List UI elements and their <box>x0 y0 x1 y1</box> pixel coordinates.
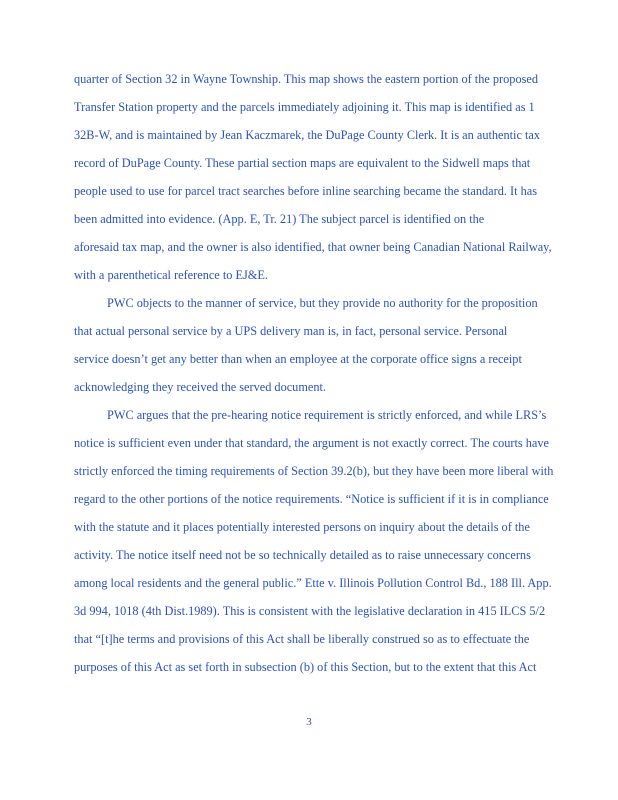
body-line: that actual personal service by a UPS delivery man is, in fact, personal service. Personal <box>74 324 508 338</box>
body-line: record of DuPage County. These partial section maps are equivalent to the Sidwell maps that <box>74 156 531 170</box>
body-line: regard to the other portions of the notice requirements. “Notice is sufficient if it is in compliance <box>74 492 549 506</box>
body-line: activity. The notice itself need not be so technically detailed as to raise unnecessary concerns <box>74 548 531 562</box>
body-line: purposes of this Act as set forth in subsection (b) of this Section, but to the extent that this Act <box>74 660 537 674</box>
body-line: acknowledging they received the served document. <box>74 380 326 394</box>
body-line: people used to use for parcel tract searches before inline searching became the standard. It has <box>74 184 537 198</box>
body-line: 3d 994, 1018 (4th Dist.1989). This is consistent with the legislative declaration in 415 ILCS 5/2 <box>74 604 546 618</box>
page-number: 3 <box>306 716 312 728</box>
body-line: that “[t]he terms and provisions of this Act shall be liberally construed so as to effectuate the <box>74 632 530 646</box>
body-line: with the statute and it places potentially interested persons on inquiry about the details of the <box>74 520 530 534</box>
paragraph-first-line: PWC objects to the manner of service, but they provide no authority for the proposition <box>107 296 538 310</box>
body-line: 32B-W, and is maintained by Jean Kaczmarek, the DuPage County Clerk. It is an authentic tax <box>74 128 541 142</box>
body-line: strictly enforced the timing requirements of Section 39.2(b), but they have been more liberal with <box>74 464 554 478</box>
paragraph-first-line: PWC argues that the pre-hearing notice requirement is strictly enforced, and while LRS’s <box>107 408 547 422</box>
body-line: service doesn’t get any better than when an employee at the corporate office signs a receipt <box>74 352 522 366</box>
body-line: notice is sufficient even under that standard, the argument is not exactly correct. The courts have <box>74 436 549 450</box>
body-line: among local residents and the general public.” Ette v. Illinois Pollution Control Bd., 188 Ill. App. <box>74 576 552 590</box>
body-line: with a parenthetical reference to EJ&E. <box>74 268 268 282</box>
body-line: aforesaid tax map, and the owner is also identified, that owner being Canadian National Railway, <box>74 240 552 254</box>
body-line: Transfer Station property and the parcels immediately adjoining it. This map is identified as 1 <box>74 100 535 114</box>
body-line: been admitted into evidence. (App. E, Tr. 21) The subject parcel is identified on the <box>74 212 485 226</box>
body-line: quarter of Section 32 in Wayne Township. This map shows the eastern portion of the proposed <box>74 72 538 86</box>
